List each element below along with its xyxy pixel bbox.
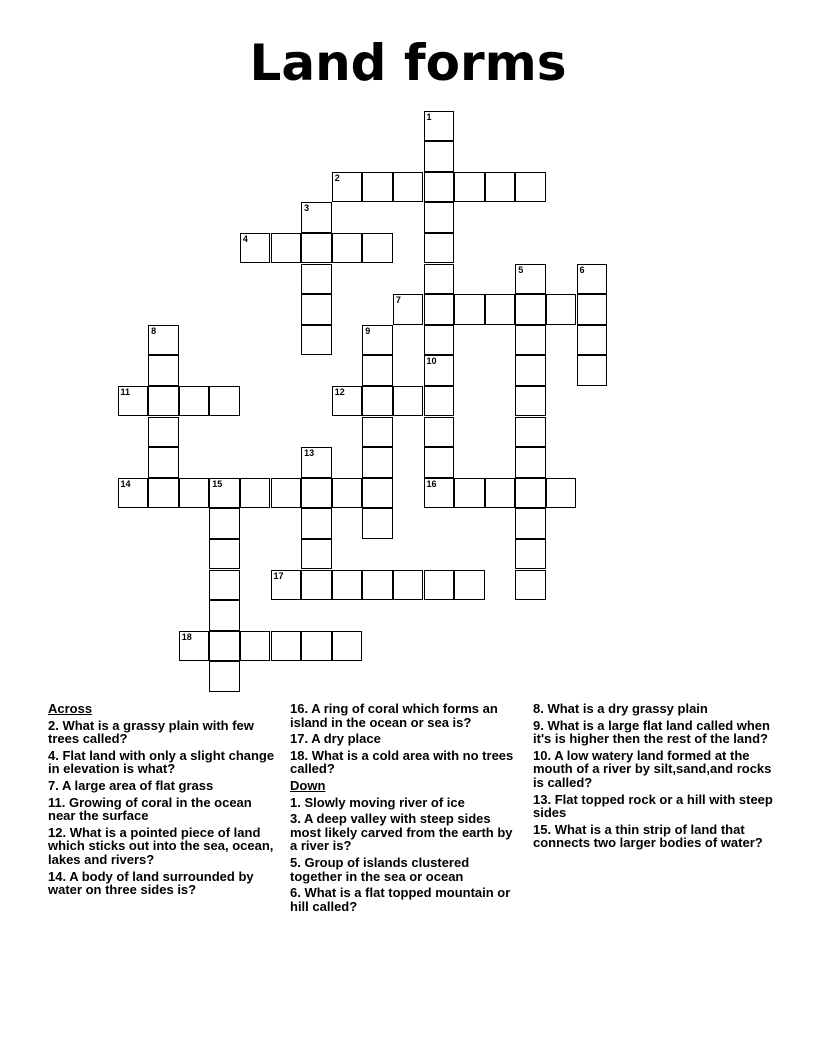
- down-clue-5: 5. Group of islands clustered together in the sea or ocean: [290, 854, 470, 884]
- grid-cell[interactable]: [393, 570, 424, 601]
- grid-cell[interactable]: [301, 539, 332, 570]
- grid-cell[interactable]: [332, 172, 363, 203]
- cell-number: 12: [334, 386, 345, 397]
- grid-cell[interactable]: [424, 111, 455, 142]
- down-clue-10: 10. A low watery land formed at the mouth of a river by silt,sand,and rocks is called?: [533, 747, 772, 790]
- grid-cell[interactable]: [362, 447, 393, 478]
- grid-cell[interactable]: [362, 508, 393, 539]
- page-title: Land forms: [249, 34, 567, 92]
- grid-cell[interactable]: [362, 386, 393, 417]
- cell-number: 9: [365, 325, 371, 336]
- grid-cell[interactable]: [332, 233, 363, 264]
- grid-cell[interactable]: [179, 386, 210, 417]
- grid-cell[interactable]: [271, 478, 302, 509]
- grid-cell[interactable]: [515, 386, 546, 417]
- grid-cell[interactable]: [179, 631, 210, 662]
- across-clue-14: 14. A body of land surrounded by water on three sides is?: [48, 868, 254, 898]
- grid-cell[interactable]: [362, 417, 393, 448]
- cell-number: 1: [426, 111, 432, 122]
- grid-cell[interactable]: [485, 478, 516, 509]
- grid-cell[interactable]: [271, 631, 302, 662]
- grid-cell[interactable]: [577, 294, 608, 325]
- grid-cell[interactable]: [424, 202, 455, 233]
- grid-cell[interactable]: [515, 172, 546, 203]
- grid-cell[interactable]: [332, 386, 363, 417]
- grid-cell[interactable]: [424, 325, 455, 356]
- grid-cell[interactable]: [515, 508, 546, 539]
- grid-cell[interactable]: [362, 570, 393, 601]
- down-heading: Down: [290, 777, 326, 793]
- grid-cell[interactable]: [454, 570, 485, 601]
- grid-cell[interactable]: [301, 202, 332, 233]
- clue-column-3: [533, 700, 773, 853]
- cell-number: 13: [304, 448, 315, 459]
- grid-cell[interactable]: [393, 294, 424, 325]
- grid-cell[interactable]: [546, 294, 577, 325]
- grid-cell[interactable]: [515, 417, 546, 448]
- grid-cell[interactable]: [424, 141, 455, 172]
- grid-cell[interactable]: [424, 417, 455, 448]
- grid-cell[interactable]: [271, 233, 302, 264]
- grid-cell[interactable]: [362, 478, 393, 509]
- grid-cell[interactable]: [362, 355, 393, 386]
- grid-cell[interactable]: [118, 478, 149, 509]
- grid-cell[interactable]: [424, 570, 455, 601]
- cell-number: 2: [334, 172, 340, 183]
- grid-cell[interactable]: [240, 631, 271, 662]
- grid-cell[interactable]: [424, 478, 455, 509]
- grid-cell[interactable]: [148, 447, 179, 478]
- grid-cell[interactable]: [301, 325, 332, 356]
- grid-cell[interactable]: [424, 294, 455, 325]
- across-clue-18: 18. What is a cold area with no trees called?: [290, 747, 514, 777]
- grid-cell[interactable]: [515, 570, 546, 601]
- grid-cell[interactable]: [332, 631, 363, 662]
- grid-cell[interactable]: [301, 294, 332, 325]
- down-clue-9: 9. What is a large flat land called when it's is higher then the rest of the land?: [533, 717, 770, 747]
- down-clue-15: 15. What is a thin strip of land that connects two larger bodies of water?: [533, 821, 763, 851]
- grid-cell[interactable]: [515, 264, 546, 295]
- across-clue-17: 17. A dry place: [290, 731, 381, 747]
- grid-cell[interactable]: [577, 264, 608, 295]
- grid-cell[interactable]: [148, 417, 179, 448]
- grid-cell[interactable]: [362, 325, 393, 356]
- grid-cell[interactable]: [209, 631, 240, 662]
- grid-cell[interactable]: [515, 539, 546, 570]
- grid-cell[interactable]: [301, 508, 332, 539]
- across-heading: Across: [48, 701, 93, 716]
- cell-number: 4: [242, 233, 248, 244]
- grid-cell[interactable]: [209, 386, 240, 417]
- cell-number: 11: [120, 386, 131, 397]
- grid-cell[interactable]: [209, 539, 240, 570]
- grid-cell[interactable]: [393, 386, 424, 417]
- grid-cell[interactable]: [209, 478, 240, 509]
- down-clue-8: 8. What is a dry grassy plain: [533, 701, 708, 716]
- clue-column-2: [290, 700, 522, 916]
- grid-cell[interactable]: [301, 478, 332, 509]
- grid-cell[interactable]: [332, 570, 363, 601]
- grid-cell[interactable]: [301, 570, 332, 601]
- grid-cell[interactable]: [515, 447, 546, 478]
- grid-cell[interactable]: [454, 294, 485, 325]
- grid-cell[interactable]: [454, 172, 485, 203]
- down-clue-1: 1. Slowly moving river of ice: [290, 794, 465, 810]
- down-clue-3: 3. A deep valley with steep sides most likely carved from the earth by a river is?: [290, 811, 513, 854]
- grid-cell[interactable]: [301, 264, 332, 295]
- cell-number: 3: [304, 203, 310, 214]
- grid-cell[interactable]: [148, 478, 179, 509]
- grid-cell[interactable]: [424, 355, 455, 386]
- cell-number: 7: [395, 295, 401, 306]
- grid-cell[interactable]: [301, 233, 332, 264]
- grid-cell[interactable]: [209, 570, 240, 601]
- grid-cell[interactable]: [424, 233, 455, 264]
- grid-cell[interactable]: [515, 294, 546, 325]
- down-clue-6: 6. What is a flat topped mountain or hill called?: [290, 885, 511, 914]
- grid-cell[interactable]: [424, 447, 455, 478]
- grid-cell[interactable]: [271, 570, 302, 601]
- grid-cell[interactable]: [485, 172, 516, 203]
- grid-cell[interactable]: [332, 478, 363, 509]
- grid-cell[interactable]: [209, 600, 240, 631]
- grid-cell[interactable]: [424, 264, 455, 295]
- grid-cell[interactable]: [424, 386, 455, 417]
- grid-cell[interactable]: [148, 325, 179, 356]
- grid-cell[interactable]: [240, 478, 271, 509]
- grid-cell[interactable]: [148, 355, 179, 386]
- grid-cell[interactable]: [301, 447, 332, 478]
- grid-cell[interactable]: [577, 325, 608, 356]
- grid-cell[interactable]: [515, 325, 546, 356]
- grid-cell[interactable]: [362, 233, 393, 264]
- cell-number: 14: [120, 478, 131, 489]
- across-clue-12: 12. What is a pointed piece of land which sticks out into the sea, ocean, lakes and rivers?: [48, 824, 274, 867]
- cell-number: 16: [426, 478, 437, 489]
- grid-cell[interactable]: [209, 661, 240, 692]
- grid-cell[interactable]: [515, 478, 546, 509]
- grid-cell[interactable]: [240, 233, 271, 264]
- across-clue-2: 2. What is a grassy plain with few trees called?: [48, 717, 254, 747]
- down-clue-13: 13. Flat topped rock or a hill with steep sides: [533, 791, 773, 821]
- grid-cell[interactable]: [515, 355, 546, 386]
- cell-number: 15: [212, 478, 223, 489]
- across-clue-7: 7. A large area of flat grass: [48, 777, 214, 793]
- cell-number: 10: [426, 356, 437, 367]
- cell-number: 5: [518, 264, 524, 275]
- grid-cell[interactable]: [424, 172, 455, 203]
- grid-cell[interactable]: [485, 294, 516, 325]
- grid-cell[interactable]: [301, 631, 332, 662]
- cell-number: 6: [579, 264, 585, 275]
- clue-column-1: [48, 700, 280, 900]
- grid-cell[interactable]: [209, 508, 240, 539]
- cell-number: 8: [151, 325, 157, 336]
- grid-cell[interactable]: [362, 172, 393, 203]
- grid-cell[interactable]: [454, 478, 485, 509]
- cell-number: 18: [181, 631, 192, 642]
- cell-number: 17: [273, 570, 284, 581]
- grid-cell[interactable]: [179, 478, 210, 509]
- grid-cell[interactable]: [118, 386, 149, 417]
- across-clue-11: 11. Growing of coral in the ocean near the surface: [48, 794, 252, 824]
- grid-cell[interactable]: [546, 478, 577, 509]
- grid-cell[interactable]: [148, 386, 179, 417]
- grid-cell[interactable]: [577, 355, 608, 386]
- across-clue-16: 16. A ring of coral which forms an island in the ocean or sea is?: [290, 701, 498, 730]
- across-clue-4: 4. Flat land with only a slight change in elevation is what?: [48, 747, 275, 777]
- grid-cell[interactable]: [393, 172, 424, 203]
